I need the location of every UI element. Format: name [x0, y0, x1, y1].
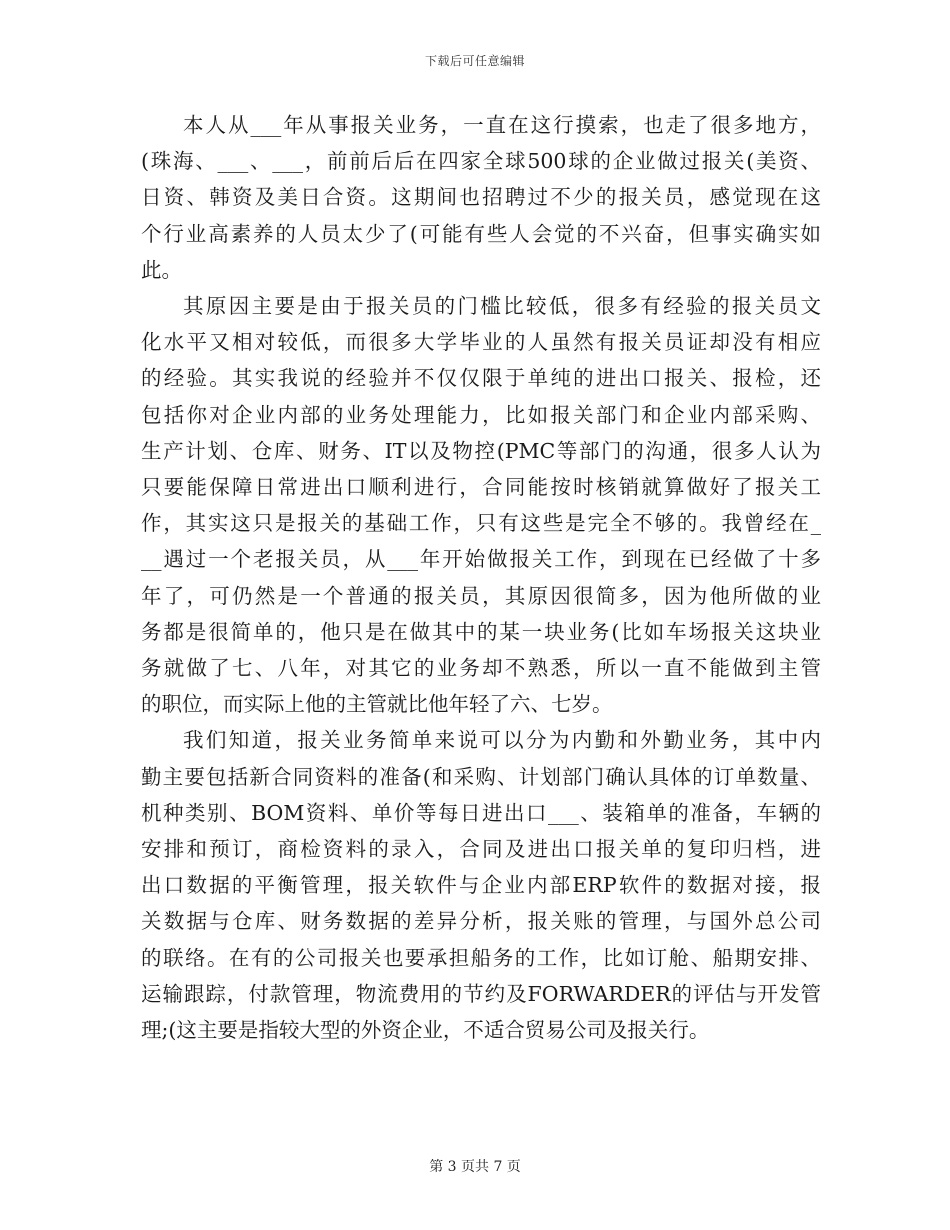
text-line: 运输跟踪，付款管理，物流费用的节约及FORWARDER的评估与开发管	[141, 981, 821, 1006]
text-line: 勤主要包括新合同资料的准备(和采购、计划部门确认具体的订单数量、	[141, 764, 821, 789]
text-line: 化水平又相对较低，而很多大学毕业的人虽然有报关员证却没有相应	[141, 330, 821, 355]
text-line: 务都是很简单的，他只是在做其中的某一块业务(比如车场报关这块业	[141, 619, 821, 644]
text-line: 生产计划、仓库、财务、IT以及物控(PMC等部门的沟通，很多人认为	[141, 438, 821, 463]
document-body	[141, 107, 821, 1048]
text-line: 年了，可仍然是一个普通的报关员，其原因很简多，因为他所做的业	[141, 583, 821, 608]
text-line: 务就做了七、八年，对其它的业务却不熟悉，所以一直不能做到主管	[141, 656, 821, 681]
text-line: 作，其实这只是报关的基础工作，只有这些是完全不够的。我曾经在_	[141, 511, 821, 536]
text-line: 只要能保障日常进出口顺利进行，合同能按时核销就算做好了报关工	[141, 475, 821, 500]
text-line: 我们知道，报关业务简单来说可以分为内勤和外勤业务，其中内	[183, 728, 821, 753]
text-line: 日资、韩资及美日合资。这期间也招聘过不少的报关员，感觉现在这	[141, 185, 821, 210]
text-line: 出口数据的平衡管理，报关软件与企业内部ERP软件的数据对接，报	[141, 873, 821, 898]
page-header: 下载后可任意编辑	[424, 54, 525, 68]
text-line: 其原因主要是由于报关员的门槛比较低，很多有经验的报关员文	[183, 294, 821, 319]
text-line: 机种类别、BOM资料、单价等每日进出口___、装箱单的准备，车辆的	[141, 800, 821, 825]
text-line: __遇过一个老报关员，从___年开始做报关工作，到现在已经做了十多	[141, 547, 821, 572]
text-line: 此。	[141, 257, 182, 282]
text-line: 理;(这主要是指较大型的外资企业，不适合贸易公司及报关行。	[141, 1018, 710, 1043]
text-line: 的职位，而实际上他的主管就比他年轻了六、七岁。	[141, 692, 613, 717]
page-footer: 第 3 页共 7 页	[429, 1159, 521, 1175]
paragraph-1	[141, 107, 821, 288]
text-line: 关数据与仓库、财务数据的差异分析，报关账的管理，与国外总公司	[141, 909, 821, 934]
text-line: 个行业高素养的人员太少了(可能有些人会觉的不兴奋，但事实确实如	[141, 221, 821, 246]
text-line: 本人从___年从事报关业务，一直在这行摸索，也走了很多地方，	[183, 113, 821, 137]
text-line: 安排和预订，商检资料的录入，合同及进出口报关单的复印归档，进	[141, 837, 821, 862]
text-line: 的联络。在有的公司报关也要承担船务的工作，比如订舱、船期安排、	[141, 945, 821, 970]
text-line: 的经验。其实我说的经验并不仅仅限于单纯的进出口报关、报检，还	[141, 366, 821, 391]
paragraph-2	[141, 288, 821, 722]
text-line: 包括你对企业内部的业务处理能力，比如报关部门和企业内部采购、	[141, 402, 821, 427]
text-line: (珠海、___、___，前前后后在四家全球500球的企业做过报关(美资、	[141, 149, 821, 174]
paragraph-3	[141, 722, 821, 1048]
